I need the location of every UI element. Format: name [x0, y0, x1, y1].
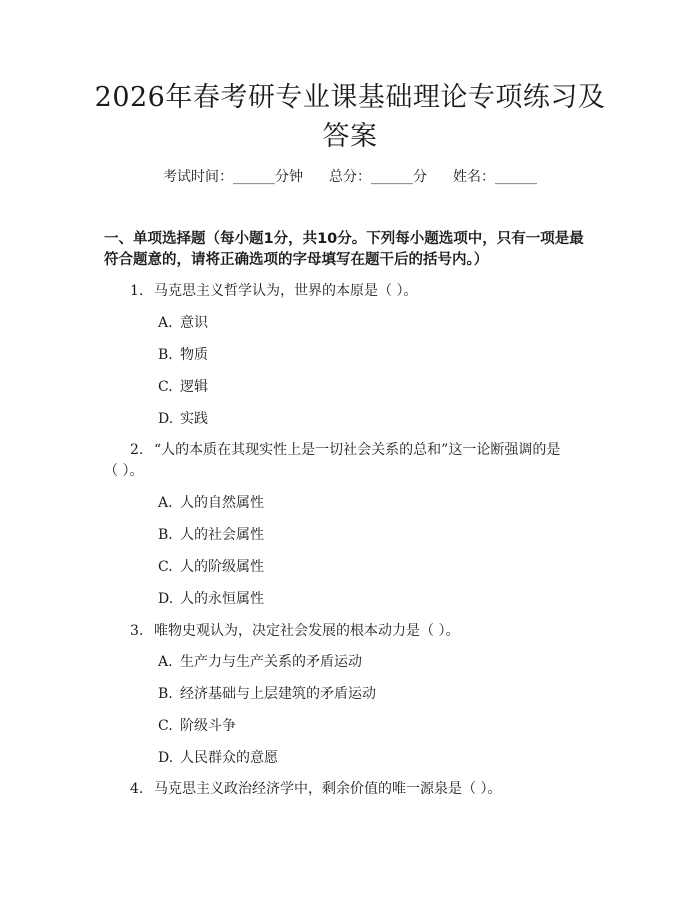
option-text: 人的自然属性 — [180, 495, 264, 511]
option-1b — [158, 346, 208, 364]
option-letter: D. — [158, 591, 174, 607]
question-4 — [104, 779, 598, 800]
option-letter: A. — [158, 495, 173, 511]
option-text: 人民群众的意愿 — [180, 750, 278, 766]
total-score-field: 总分：______分 — [329, 169, 427, 185]
question-stem: 马克思主义哲学认为，世界的本原是（ ）。 — [154, 283, 418, 299]
option-3d — [158, 749, 278, 767]
option-text: 人的社会属性 — [180, 527, 264, 543]
option-2c — [158, 558, 264, 576]
exam-meta — [0, 168, 700, 186]
option-1a — [158, 314, 208, 332]
option-text: 逻辑 — [180, 379, 208, 395]
question-stem: 马克思主义政治经济学中，剩余价值的唯一源泉是（ ）。 — [154, 781, 502, 797]
question-number: 4. — [130, 781, 144, 797]
option-3a — [158, 653, 362, 671]
question-2-continuation — [104, 461, 598, 482]
option-letter: B. — [158, 527, 173, 543]
option-letter: C. — [158, 718, 173, 734]
option-text: 人的阶级属性 — [180, 559, 264, 575]
option-text: 人的永恒属性 — [180, 591, 264, 607]
option-text: 意识 — [180, 315, 208, 331]
option-1c — [158, 378, 208, 396]
question-number: 1. — [130, 283, 144, 299]
option-letter: A. — [158, 315, 173, 331]
option-letter: C. — [158, 379, 173, 395]
option-2b — [158, 526, 264, 544]
option-letter: A. — [158, 654, 173, 670]
exam-time-field: 考试时间：______分钟 — [163, 169, 303, 185]
option-letter: B. — [158, 347, 173, 363]
option-text: 阶级斗争 — [180, 718, 236, 734]
option-2a — [158, 494, 264, 512]
option-letter: D. — [158, 411, 174, 427]
question-number: 3. — [130, 623, 144, 639]
option-letter: B. — [158, 686, 173, 702]
option-1d — [158, 410, 208, 428]
option-letter: D. — [158, 750, 174, 766]
option-text: 生产力与生产关系的矛盾运动 — [180, 654, 362, 670]
question-stem: 唯物史观认为，决定社会发展的根本动力是（ ）。 — [154, 623, 460, 639]
option-text: 经济基础与上层建筑的矛盾运动 — [180, 686, 376, 702]
option-2d — [158, 590, 264, 608]
question-3 — [104, 621, 598, 642]
option-text: 实践 — [180, 411, 208, 427]
question-stem: “人的本质在其现实性上是一切社会关系的总和”这一论断强调的是 — [154, 442, 561, 458]
option-text: 物质 — [180, 347, 208, 363]
question-2 — [104, 440, 598, 461]
document-title: 2026年春考研专业课基础理论专项练习及答案 — [94, 82, 606, 152]
section-heading: 一、单项选择题（每小题1分，共10分。下列每小题选项中，只有一项是最符合题意的，请将正确选项的字母填写在题干后的括号内。） — [104, 231, 584, 268]
question-stem-continuation: （ ）。 — [104, 463, 144, 479]
question-number: 2. — [130, 442, 144, 458]
name-field: 姓名：______ — [453, 169, 537, 185]
option-3b — [158, 685, 376, 703]
question-1 — [104, 281, 598, 302]
option-3c — [158, 717, 236, 735]
option-letter: C. — [158, 559, 173, 575]
